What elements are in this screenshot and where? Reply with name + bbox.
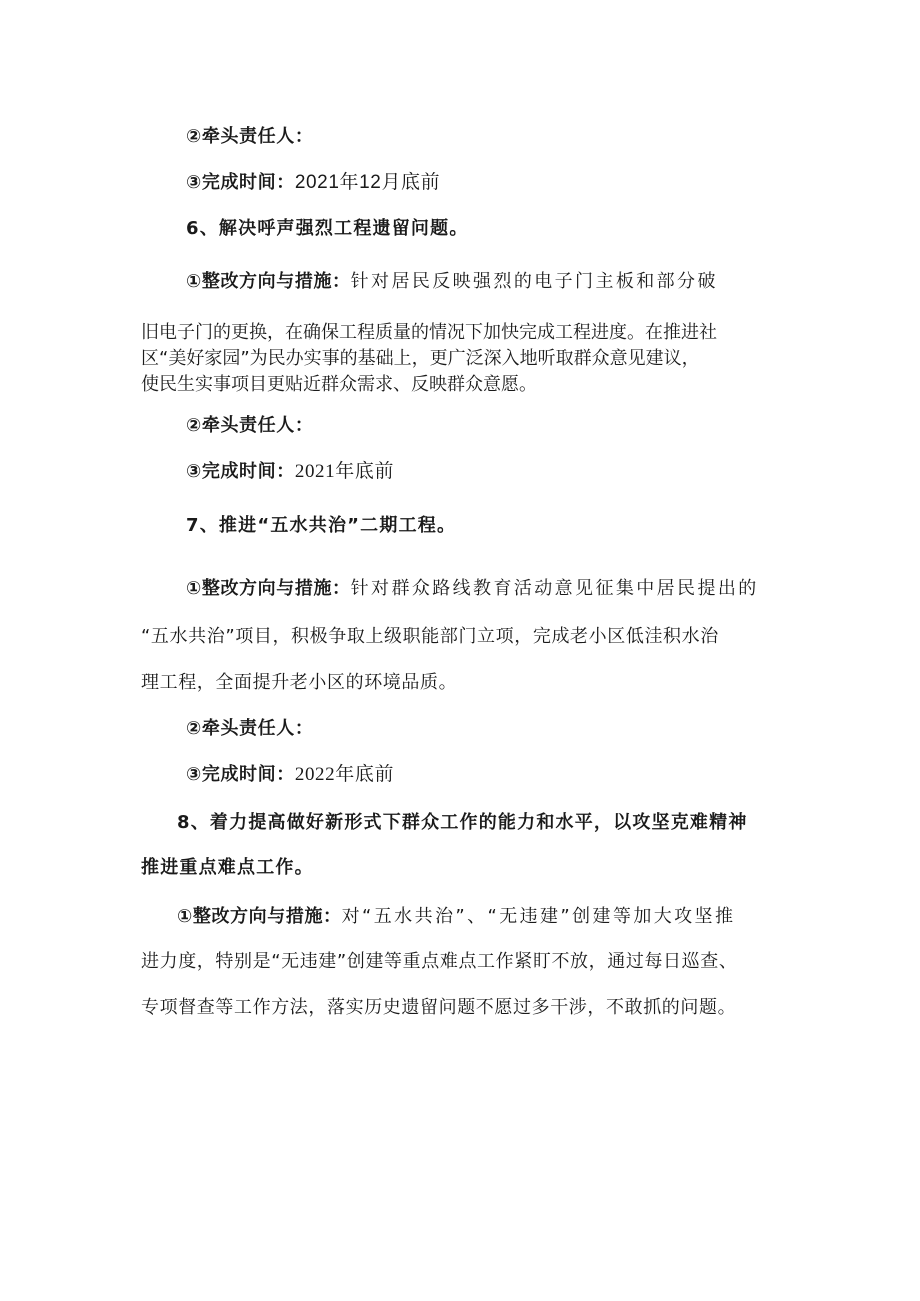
- s5-time-value: 2021年12月底前: [294, 172, 441, 193]
- s8-heading-line2: 推进重点难点工作。: [141, 857, 314, 878]
- s6-leader-label: ②牵头责任人：: [186, 415, 314, 436]
- s7-measure-line3: 理工程，全面提升老小区的环境品质。: [141, 672, 458, 693]
- s7-time-label: ③完成时间：: [186, 764, 295, 785]
- s7-measure-label: ①整改方向与措施：: [186, 578, 351, 599]
- s8-measure-line2: 进力度，特别是“无违建”创建等重点难点工作紧盯不放，通过每日巡查、: [141, 951, 738, 972]
- s6-measure-line1: 针对居民反映强烈的电子门主板和部分破: [350, 271, 718, 292]
- s5-time-row: [186, 171, 440, 195]
- s8-measure-row: [177, 905, 735, 929]
- s6-time-row: [186, 460, 394, 484]
- s5-leader-label: ②牵头责任人：: [186, 126, 314, 147]
- s8-heading-line1: 8、着力提高做好新形式下群众工作的能力和水平，以攻坚克难精神: [177, 812, 748, 833]
- s8-measure-line1: 对“五水共治”、“无违建”创建等加大攻坚推: [341, 906, 736, 927]
- s7-time-row: [186, 763, 394, 787]
- s6-measure-line4: 使民生实事项目更贴近群众需求、反映群众意愿。: [141, 374, 537, 395]
- s6-heading: 6、解决呼声强烈工程遗留问题。: [186, 218, 469, 239]
- s6-measure-label: ①整改方向与措施：: [186, 271, 351, 292]
- s6-time-value: 2021年底前: [294, 461, 395, 482]
- s6-time-label: ③完成时间：: [186, 461, 295, 482]
- s7-measure-row: [186, 577, 759, 601]
- s7-leader-label: ②牵头责任人：: [186, 718, 314, 739]
- s6-measure-row: [186, 270, 718, 294]
- s7-time-value: 2022年底前: [294, 764, 395, 785]
- s6-measure-line2: 旧电子门的更换，在确保工程质量的情况下加快完成工程进度。在推进社: [141, 322, 717, 343]
- s8-measure-line3: 专项督查等工作方法，落实历史遗留问题不愿过多干涉，不敢抓的问题。: [141, 997, 737, 1018]
- s7-measure-line1: 针对群众路线教育活动意见征集中居民提出的: [350, 578, 759, 599]
- s7-measure-line2: “五水共治”项目，积极争取上级职能部门立项，完成老小区低洼积水治: [141, 626, 719, 647]
- s7-heading: 7、推进“五水共治”二期工程。: [186, 515, 457, 536]
- s8-measure-label: ①整改方向与措施：: [177, 906, 342, 927]
- s5-time-label: ③完成时间：: [186, 172, 295, 193]
- s6-measure-line3: 区“美好家园”为民办实事的基础上，更广泛深入地听取群众意见建议，: [141, 348, 700, 369]
